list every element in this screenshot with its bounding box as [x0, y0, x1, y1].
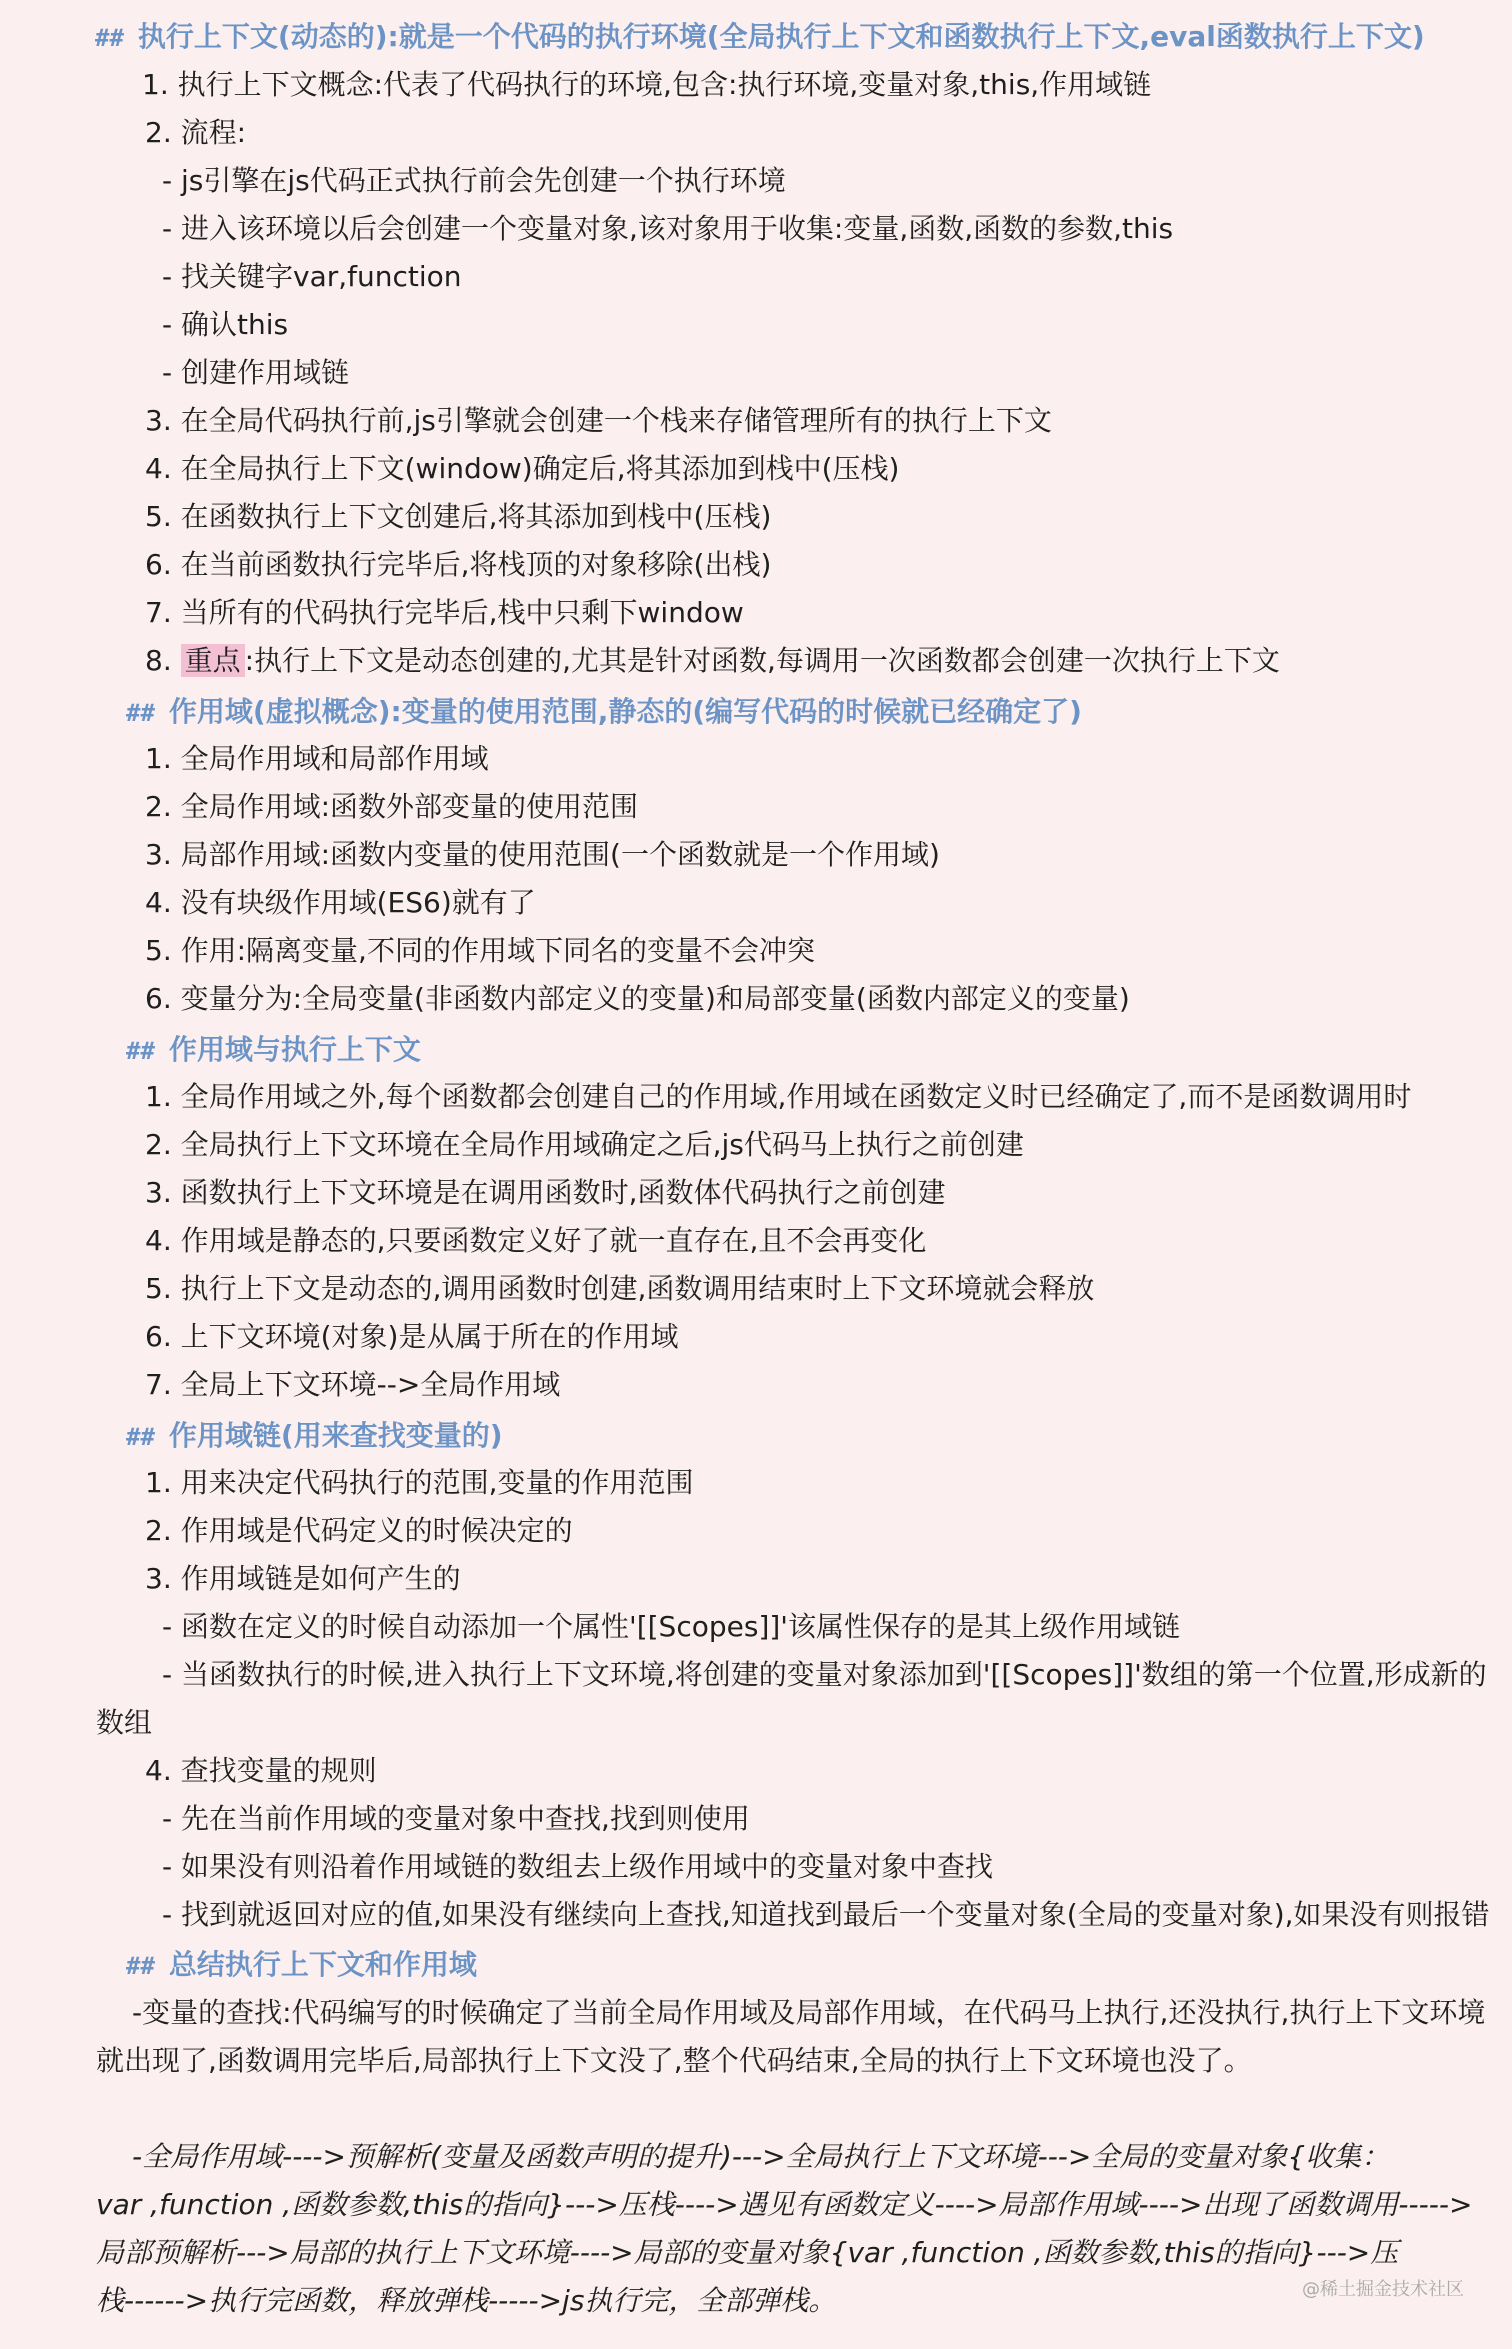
text-line: 7. 全局上下文环境-->全局作用域 — [145, 1368, 561, 1401]
text-line: - 找关键字var,function — [162, 260, 462, 293]
text-line: - 创建作用域链 — [162, 356, 350, 389]
text-line: 4. 在全局执行上下文(window)确定后,将其添加到栈中(压栈) — [145, 452, 900, 485]
italic-summary-line: 栈------>执行完函数，释放弹栈----->js执行完，全部弹栈。 — [96, 2284, 837, 2317]
section-heading — [126, 1945, 477, 1986]
text-line: 6. 在当前函数执行完毕后,将栈顶的对象移除(出栈) — [145, 548, 772, 581]
heading-marker: ## — [126, 1423, 155, 1451]
heading-text: 执行上下文(动态的):就是一个代码的执行环境(全局执行上下文和函数执行上下文,eval函数执行上下文) — [137, 20, 1425, 53]
text-line: 1. 执行上下文概念:代表了代码执行的环境,包含:执行环境,变量对象,this,作用域链 — [142, 68, 1152, 101]
list-text: :执行上下文是动态创建的,尤其是针对函数,每调用一次函数都会创建一次执行上下文 — [244, 644, 1280, 677]
list-item — [145, 641, 1280, 681]
text-line: 3. 作用域链是如何产生的 — [145, 1562, 461, 1595]
text-line: 2. 流程: — [145, 116, 247, 149]
text-line: - 当函数执行的时候,进入执行上下文环境,将创建的变量对象添加到'[[Scopes]]'数组的第一个位置,形成新的 — [162, 1658, 1487, 1691]
text-line: 4. 没有块级作用域(ES6)就有了 — [145, 886, 536, 919]
heading-text: 作用域与执行上下文 — [168, 1033, 421, 1066]
text-line: 3. 函数执行上下文环境是在调用函数时,函数体代码执行之前创建 — [145, 1176, 946, 1209]
text-line: 5. 作用:隔离变量,不同的作用域下同名的变量不会冲突 — [145, 934, 815, 967]
text-line: - 先在当前作用域的变量对象中查找,找到则使用 — [162, 1802, 750, 1835]
text-line: 1. 全局作用域和局部作用域 — [145, 742, 489, 775]
text-line: 1. 全局作用域之外,每个函数都会创建自己的作用域,作用域在函数定义时已经确定了,而不是函数调用时 — [145, 1080, 1412, 1113]
text-line: 就出现了,函数调用完毕后,局部执行上下文没了,整个代码结束,全局的执行上下文环境也没了。 — [96, 2044, 1252, 2077]
text-line: - 函数在定义的时候自动添加一个属性'[[Scopes]]'该属性保存的是其上级作用域链 — [162, 1610, 1180, 1643]
italic-summary-line: var ,function ,函数参数,this的指向}--->压栈---->遇见有函数定义---->局部作用域---->出现了函数调用-----> — [96, 2188, 1473, 2221]
text-line: 3. 局部作用域:函数内变量的使用范围(一个函数就是一个作用域) — [145, 838, 940, 871]
heading-marker: ## — [95, 24, 124, 52]
text-line: - 如果没有则沿着作用域链的数组去上级作用域中的变量对象中查找 — [162, 1850, 994, 1883]
text-line: 3. 在全局代码执行前,js引擎就会创建一个栈来存储管理所有的执行上下文 — [145, 404, 1052, 437]
text-line: 2. 全局作用域:函数外部变量的使用范围 — [145, 790, 639, 823]
text-line: 6. 上下文环境(对象)是从属于所在的作用域 — [145, 1320, 679, 1353]
text-line: 1. 用来决定代码执行的范围,变量的作用范围 — [145, 1466, 694, 1499]
text-line: 6. 变量分为:全局变量(非函数内部定义的变量)和局部变量(函数内部定义的变量) — [145, 982, 1130, 1015]
section-heading — [126, 1416, 503, 1457]
italic-summary-line: 局部预解析--->局部的执行上下文环境---->局部的变量对象{var ,function ,函数参数,this的指向}--->压 — [96, 2236, 1399, 2269]
text-line: - 确认this — [162, 308, 289, 341]
section-heading — [95, 17, 1425, 58]
section-heading — [126, 1030, 421, 1071]
highlight-mark: 重点 — [181, 644, 245, 677]
text-line: 2. 全局执行上下文环境在全局作用域确定之后,js代码马上执行之前创建 — [145, 1128, 1024, 1161]
section-heading — [126, 692, 1082, 733]
text-line: - 找到就返回对应的值,如果没有继续向上查找,知道找到最后一个变量对象(全局的变量对象),如果没有则报错 — [162, 1898, 1490, 1931]
heading-text: 总结执行上下文和作用域 — [168, 1948, 477, 1981]
text-line: 7. 当所有的代码执行完毕后,栈中只剩下window — [145, 596, 744, 629]
heading-text: 作用域链(用来查找变量的) — [168, 1419, 503, 1452]
text-line: 4. 查找变量的规则 — [145, 1754, 377, 1787]
text-line: 5. 在函数执行上下文创建后,将其添加到栈中(压栈) — [145, 500, 772, 533]
text-line: - 进入该环境以后会创建一个变量对象,该对象用于收集:变量,函数,函数的参数,this — [162, 212, 1174, 245]
text-line: 4. 作用域是静态的,只要函数定义好了就一直存在,且不会再变化 — [145, 1224, 927, 1257]
text-line: - js引擎在js代码正式执行前会先创建一个执行环境 — [162, 164, 786, 197]
text-line: 数组 — [96, 1706, 153, 1739]
heading-marker: ## — [126, 1037, 155, 1065]
text-line: 2. 作用域是代码定义的时候决定的 — [145, 1514, 573, 1547]
heading-marker: ## — [126, 699, 155, 727]
heading-text: 作用域(虚拟概念):变量的使用范围,静态的(编写代码的时候就已经确定了) — [168, 695, 1082, 728]
heading-marker: ## — [126, 1952, 155, 1980]
watermark: @稀土掘金技术社区 — [1302, 2279, 1464, 2300]
text-line: -变量的查找:代码编写的时候确定了当前全局作用域及局部作用域，在代码马上执行,还没执行,执行上下文环境 — [132, 1996, 1486, 2029]
italic-summary-line: -全局作用域---->预解析(变量及函数声明的提升)--->全局执行上下文环境--->全局的变量对象{收集： — [132, 2140, 1390, 2173]
text-line: 5. 执行上下文是动态的,调用函数时创建,函数调用结束时上下文环境就会释放 — [145, 1272, 1095, 1305]
list-number: 8. — [145, 644, 181, 677]
